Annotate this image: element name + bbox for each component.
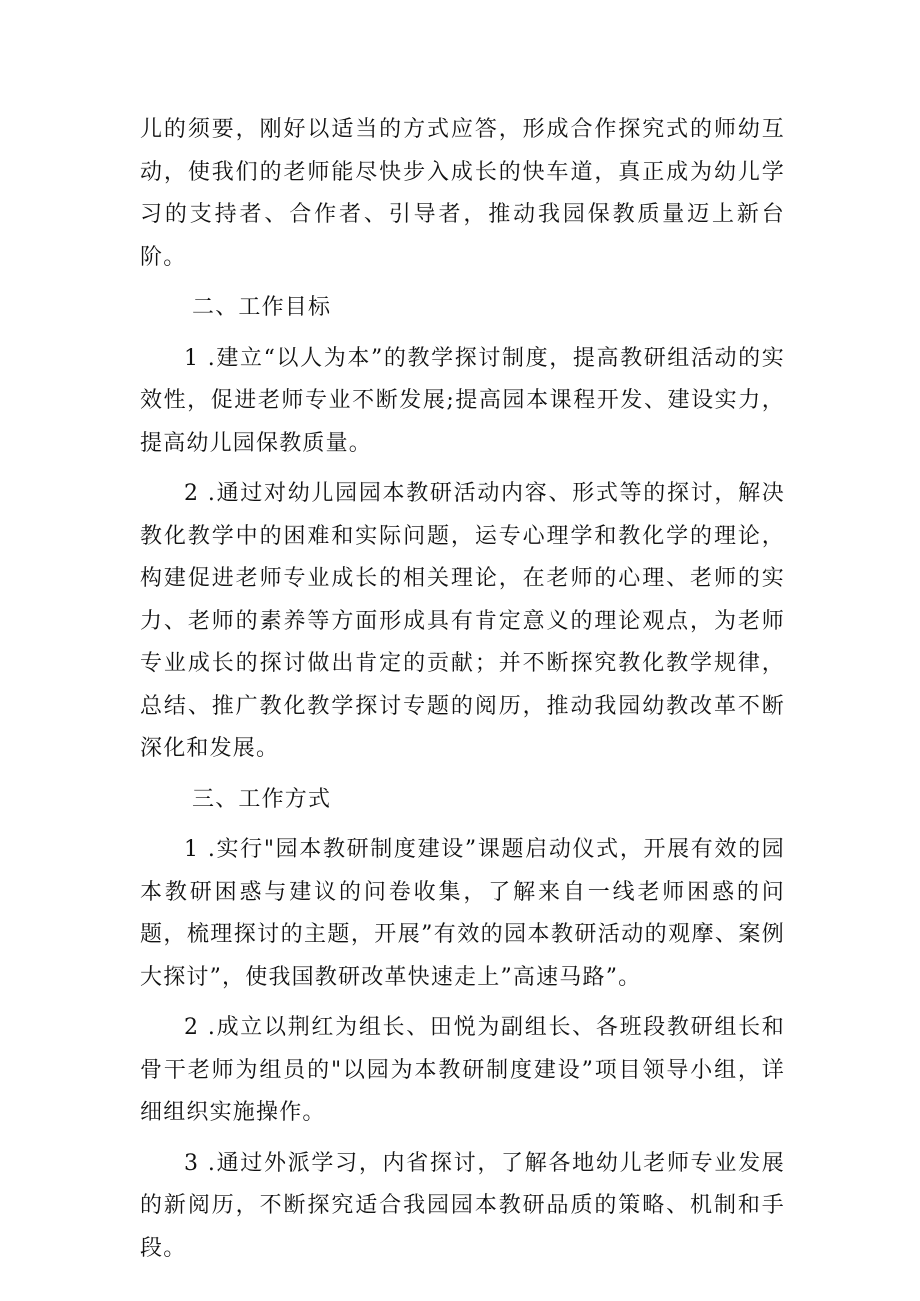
- method-item-1: 1 .实行"园本教研制度建设”课题启动仪式，开展有效的园本教研困惑与建议的问卷收集，了解来自一线老师困惑的问题，梳理探讨的主题，开展”有效的园本教研活动的观摩、案例大探讨”，使我国教研改革快速走上”高速马路”。: [140, 837, 785, 990]
- method-item-2: 2 .成立以荆红为组长、田悦为副组长、各班段教研组长和骨干老师为组员的"以园为本教研制度建设”项目领导小组，详细组织实施操作。: [140, 1015, 785, 1125]
- goal-item-1: 1 .建立“以人为本”的教学探讨制度，提高教研组活动的实效性，促进老师专业不断发展;提高园本课程开发、建设实力，提高幼儿园保教质量。: [140, 345, 785, 456]
- method-item-3: 3 .通过外派学习，内省探讨，了解各地幼儿老师专业发展的新阅历，不断探究适合我园园本教研品质的策略、机制和手段。: [140, 1150, 785, 1261]
- goal-item-2: 2 .通过对幼儿园园本教研活动内容、形式等的探讨，解决教化教学中的困难和实际问题，运专心理学和教化学的理论，构建促进老师专业成长的相关理论，在老师的心理、老师的实力、老师的素养等方面形成具有肯定意义的理论观点，为老师专业成长的探讨做出肯定的贡献；并不断探究教化教学规律，总结、推广教化教学探讨专题的阅历，推动我园幼教改革不断深化和发展。: [140, 481, 785, 761]
- document-body: [140, 109, 785, 1270]
- paragraph-continuation: 儿的须要，刚好以适当的方式应答，形成合作探究式的师幼互动，使我们的老师能尽快步入成长的快车道，真正成为幼儿学习的支持者、合作者、引导者，推动我园保教质量迈上新台阶。: [140, 117, 785, 270]
- section-heading-methods: 三、工作方式: [192, 786, 332, 812]
- section-heading-goals: 二、工作目标: [192, 295, 332, 320]
